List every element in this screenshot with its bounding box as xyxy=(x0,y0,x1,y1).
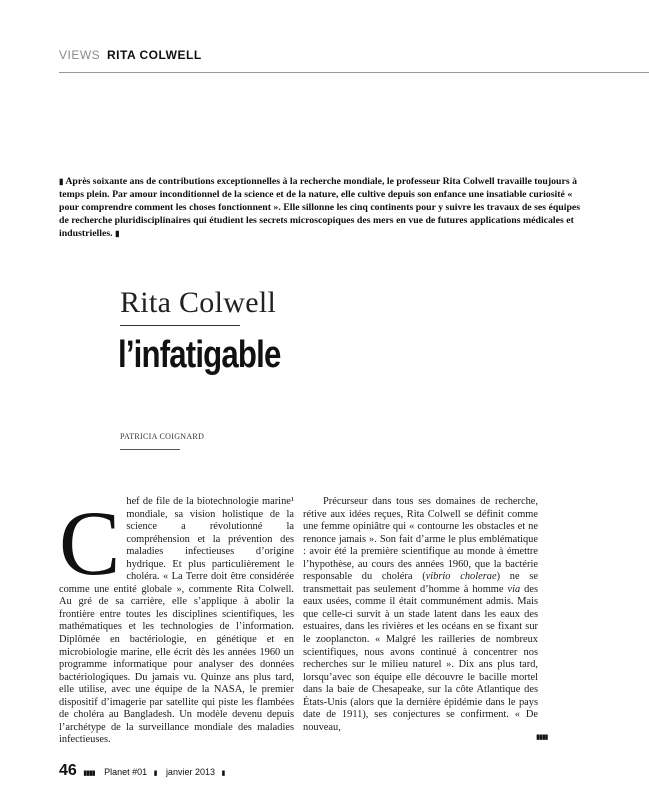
page-number: 46 xyxy=(59,762,77,779)
intro-close-mark: ▮ xyxy=(115,229,120,238)
footer-separator: ▮ xyxy=(153,770,157,777)
running-header xyxy=(59,48,202,62)
header-divider xyxy=(59,72,649,73)
footer-end-mark: ▮ xyxy=(221,770,225,777)
continue-marker: ▮▮▮▮ xyxy=(536,734,548,741)
intro-paragraph xyxy=(59,175,589,240)
body-column-2 xyxy=(303,496,538,734)
column-2-paragraph: Précurseur dans tous ses domaines de recherche, rétive aux idées reçues, Rita Colwell se définit comme une femme opiniâtre qui « contourne les obstacles et ne renonce jamais ». Son fait d’arme le plus emblématique : avoir été la première scientifique au monde à émettre l’hypothèse, au cours des années 1960, que la bactérie responsable du choléra (vibrio cholerae) ne se transmettait pas seulement d’homme à homme via des eaux usées, comme il était communément admis. Mais que celle-ci survit à un stade latent dans les eaux des estuaires, dans les rivières et les océans en se fixant sur le zooplancton. « Malgré les railleries de nombreux scientifiques, nous avons continué à concentrer nos recherches sur le milieu naturel ». Dix ans plus tard, lorsqu’avec son équipe elle découvre le bacille mortel dans la baie de Chesapeake, sur la côte Atlantique des États-Unis (alors que la dernière épidémie dans le pays date de 1911), ses conjectures se confirment. « De nouveau, xyxy=(303,496,538,733)
drop-cap: C xyxy=(59,492,121,594)
article-title: Rita Colwell xyxy=(120,286,277,319)
issue-date: janvier 2013 xyxy=(165,767,215,777)
header-title: RITA COLWELL xyxy=(107,48,202,62)
intro-text: Après soixante ans de contributions exceptionnelles à la recherche mondiale, le professeur Rita Colwell travaille toujours à temps plein. Par amour inconditionnel de la science et de la nature, elle cultive depuis son enfance une insatiable curiosité « pour comprendre comment les choses fonctionnent ». Elle sillonne les cinq continents pour y suivre les travaux de ses équipes de recherche pluridisciplinaires qui étudient les secrets microscopiques des mers en vue de futures applications médicales et industrielles. xyxy=(59,176,581,239)
magazine-issue: Planet #01 xyxy=(104,767,148,777)
article-subtitle: l’infatigable xyxy=(118,334,281,376)
column-1-text: hef de file de la biotechnologie marine¹ mondiale, sa vision holistique de la science a révolutionné la compréhension et la prévention des maladies infectieuses d’origine hydrique. Et plus particulièrement le choléra. « La Terre doit être considérée comme une entité globale », commente Rita Colwell. Au gré de sa carrière, elle s’applique à abolir la frontière entre toutes les disciplines scientifiques, les mathématiques et les technologies de l’information. Diplômée en bactériologie, en génétique et en microbiologie marine, elle écrit dès les années 1960 un programme informatique pour analyser des données bactériologiques. Du jamais vu. Quinze ans plus tard, elle utilise, avec une équipe de la NASA, le premier dispositif d’imagerie par satellite qui piste les flambées de choléra au Bangladesh. Un modèle devenu depuis l’archétype de la surveillance mondiale des maladies infectieuses. xyxy=(59,496,294,746)
page-footer xyxy=(59,762,226,780)
author-byline: PATRICIA COIGNARD xyxy=(120,432,205,441)
species-name: vibrio cholerae xyxy=(425,571,497,583)
section-label: VIEWS xyxy=(59,48,101,62)
author-divider xyxy=(120,449,180,450)
body-column-1 xyxy=(59,492,294,747)
title-divider xyxy=(120,325,240,326)
intro-open-mark: ▮ xyxy=(59,177,64,186)
via-italic: via xyxy=(507,583,521,595)
footer-bars: ▮▮▮▮ xyxy=(83,770,95,777)
